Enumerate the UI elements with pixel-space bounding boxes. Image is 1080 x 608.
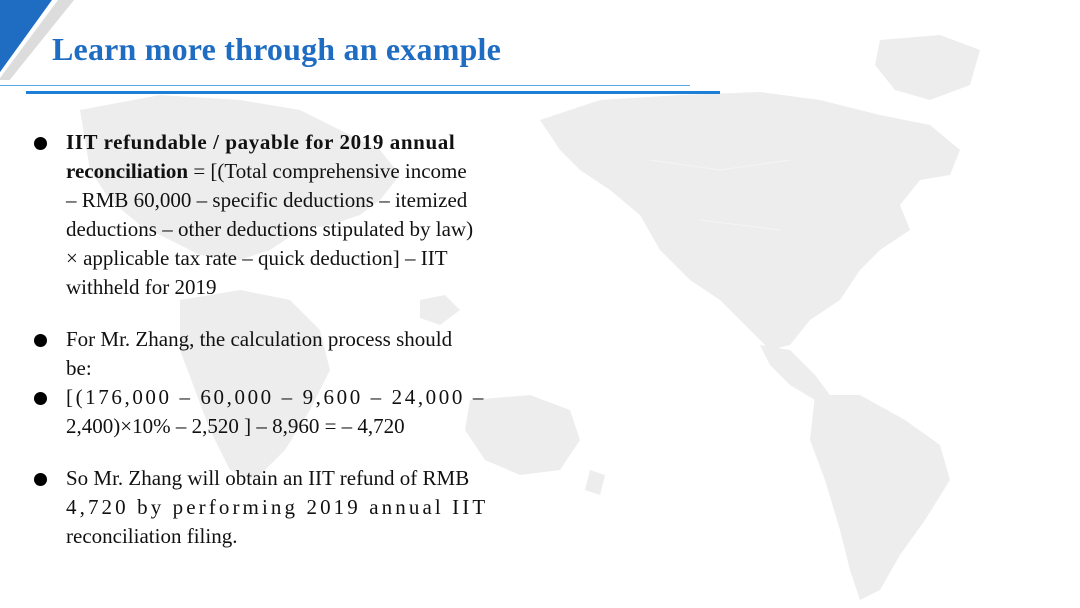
zhang-intro-line-2: be: xyxy=(66,356,92,380)
bullet-dot-icon xyxy=(34,137,47,150)
conclusion-line-3: reconciliation filing. xyxy=(66,524,238,548)
title-divider-thin xyxy=(0,85,690,86)
formula-text-4: × applicable tax rate – quick deduction] – IIT xyxy=(66,246,448,270)
conclusion-line-1: So Mr. Zhang will obtain an IIT refund of RMB xyxy=(66,466,470,490)
bullet-dot-icon xyxy=(34,473,47,486)
bullet-formula xyxy=(30,128,540,302)
bullet-refund-conclusion xyxy=(30,464,540,551)
formula-text-2: – RMB 60,000 – specific deductions – itemized xyxy=(66,188,468,212)
formula-text-1: = [(Total comprehensive income xyxy=(188,159,467,183)
formula-text-5: withheld for 2019 xyxy=(66,275,217,299)
formula-heading-line-1: IIT refundable / payable for 2019 annual xyxy=(66,130,456,154)
calculation-line-1: [(176,000 – 60,000 – 9,600 – 24,000 – xyxy=(66,385,486,409)
calculation-line-2: 2,400)×10% – 2,520 ] – 8,960 = – 4,720 xyxy=(66,414,405,438)
bullet-calculation xyxy=(30,383,540,441)
bullet-dot-icon xyxy=(34,334,47,347)
zhang-intro-line-1: For Mr. Zhang, the calculation process should xyxy=(66,327,453,351)
page-title: Learn more through an example xyxy=(52,31,502,67)
bullet-zhang-intro xyxy=(30,325,540,383)
bullet-dot-icon xyxy=(34,392,47,405)
formula-heading-line-2: reconciliation xyxy=(66,159,189,183)
bullet-list xyxy=(30,128,540,551)
conclusion-line-2: 4,720 by performing 2019 annual IIT xyxy=(66,495,489,519)
formula-line-2 xyxy=(66,157,540,186)
formula-text-3: deductions – other deductions stipulated by law) xyxy=(66,217,474,241)
title-divider-thick xyxy=(26,91,720,94)
